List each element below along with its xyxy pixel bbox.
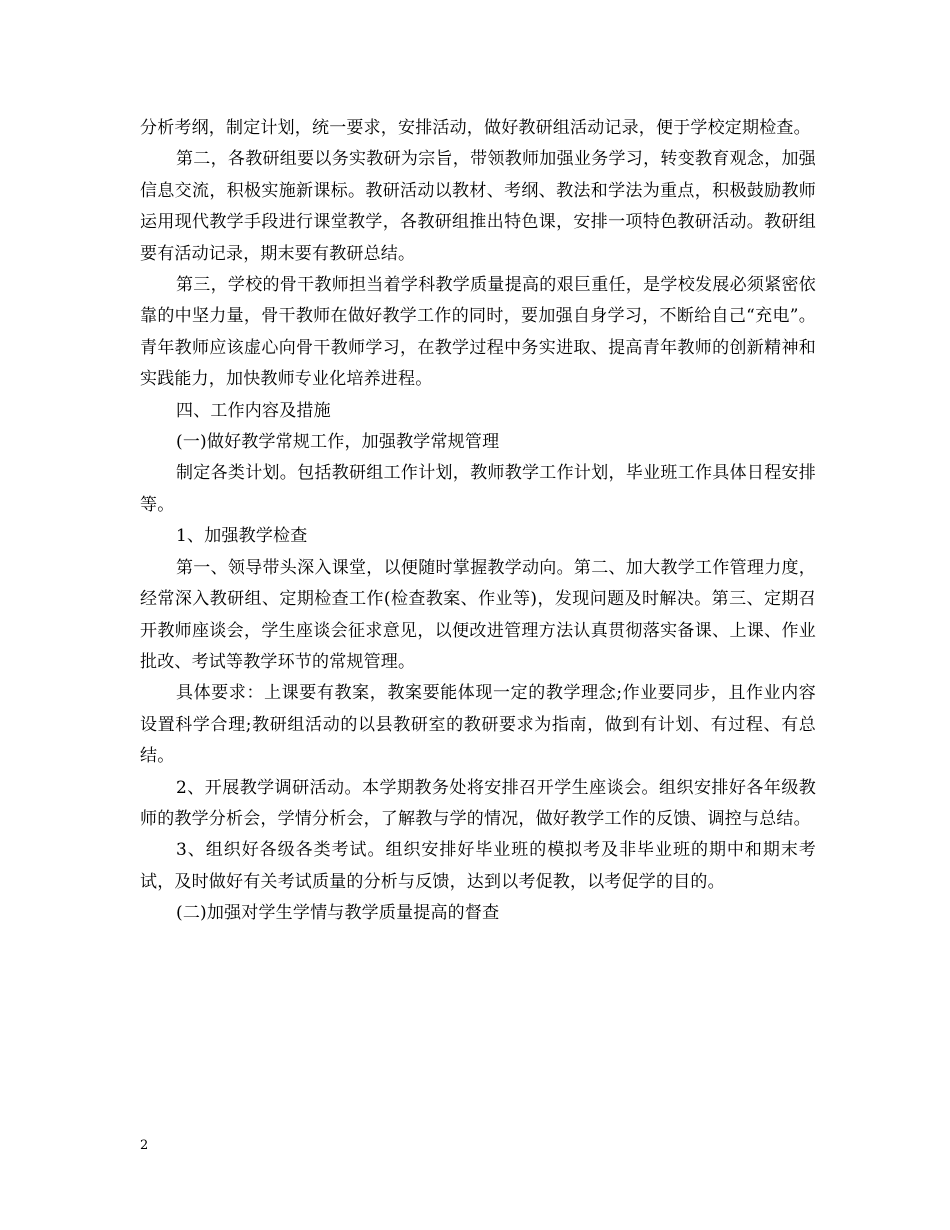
paragraph-third: 第三，学校的骨干教师担当着学科教学质量提高的艰巨重任，是学校发展必须紧密依靠的中坚力量，骨干教师在做好教学工作的同时，要加强自身学习，不断给自己“充电”。青年教师应该虚心向骨干教师学习，在教学过程中务实进取、提高青年教师的创新精神和实践能力，加快教师专业化培养进程。 [140, 275, 816, 390]
page-number: 2 [140, 1138, 149, 1153]
subsection-heading-one: (一)做好教学常规工作，加强教学常规管理 [176, 432, 500, 453]
paragraph-second: 第二，各教研组要以务实教研为宗旨，带领教师加强业务学习，转变教育观念，加强信息交流，积极实施新课标。教研活动以教材、考纲、教法和学法为重点，积极鼓励教师运用现代教学手段进行课堂教学，各教研组推出特色课，安排一项特色教研活动。教研组要有活动记录，期末要有教研总结。 [140, 149, 816, 264]
item-heading-1: 1、加强教学检查 [176, 526, 308, 547]
section-heading-four: 四、工作内容及措施 [176, 400, 331, 421]
paragraph-requirements: 具体要求：上课要有教案，教案要能体现一定的教学理念;作业要同步，且作业内容设置科学合理;教研组活动的以县教研室的教研要求为指南，做到有计划、有过程、有总结。 [140, 683, 816, 767]
paragraph-inspection: 第一、领导带头深入课堂，以便随时掌握教学动向。第二、加大教学工作管理力度，经常深入教研组、定期检查工作(检查教案、作业等)，发现问题及时解决。第三、定期召开教师座谈会，学生座谈会征求意见，以便改进管理方法认真贯彻落实备课、上课、作业批改、考试等教学环节的常规管理。 [140, 557, 816, 672]
paragraph-continuation: 分析考纲，制定计划，统一要求，安排活动，做好教研组活动记录，便于学校定期检查。 [140, 118, 811, 138]
item-2-research: 2、开展教学调研活动。本学期教务处将安排召开学生座谈会。组织安排好各年级教师的教学分析会，学情分析会，了解教与学的情况，做好教学工作的反馈、调控与总结。 [140, 777, 816, 829]
item-3-exams: 3、组织好各级各类考试。组织安排好毕业班的模拟考及非毕业班的期中和期末考试，及时做好有关考试质量的分析与反馈，达到以考促教，以考促学的目的。 [140, 840, 816, 892]
subsection-heading-two: (二)加强对学生学情与教学质量提高的督查 [176, 903, 500, 924]
paragraph-plans: 制定各类计划。包括教研组工作计划，教师教学工作计划，毕业班工作具体日程安排等。 [140, 463, 816, 515]
document-body [140, 113, 816, 930]
